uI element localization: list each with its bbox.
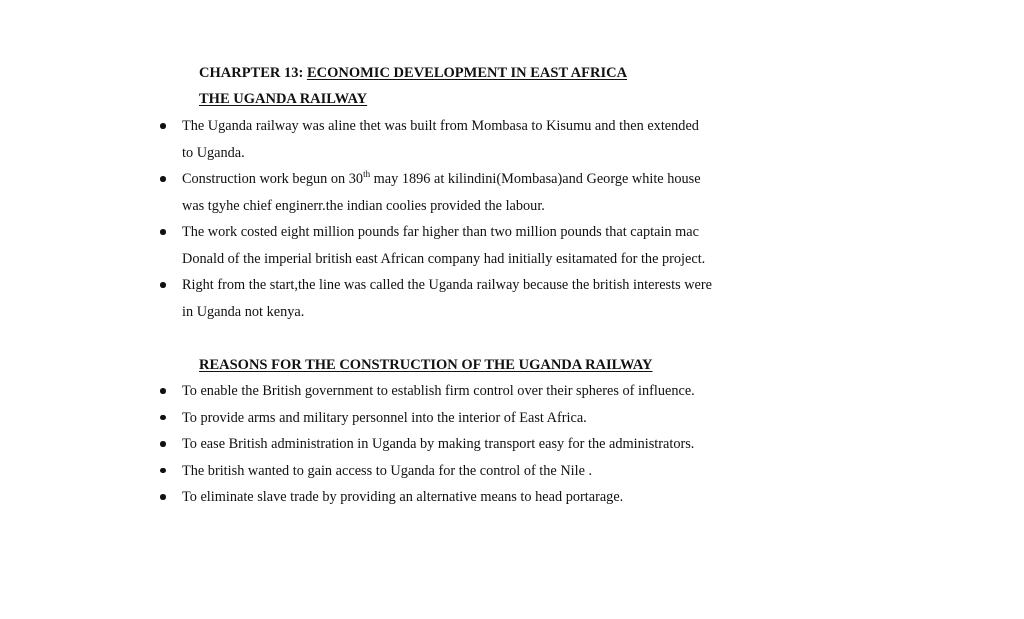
list-item: [160, 431, 695, 458]
text-segment: may 1896 at kilindini(Mombasa)and George white house: [370, 171, 701, 187]
list-item-line: To enable the British government to establish firm control over their spheres of influence.: [182, 383, 695, 399]
list-item: [160, 405, 695, 432]
list-item-line: The british wanted to gain access to Uganda for the control of the Nile .: [182, 462, 593, 479]
section-heading-uganda-railway: [199, 90, 367, 108]
reasons-bullet-list: [160, 378, 695, 511]
bullet-icon: [160, 176, 166, 182]
section-title: THE UGANDA RAILWAY: [199, 91, 368, 107]
list-item: [160, 458, 695, 485]
chapter-prefix: CHARPTER 13:: [199, 65, 307, 81]
bullet-icon: [160, 468, 166, 474]
bullet-icon: [160, 229, 166, 235]
list-item: [160, 484, 695, 511]
list-item-line: To ease British administration in Uganda by making transport easy for the administrators.: [182, 436, 695, 452]
list-item-line: in Uganda not kenya.: [182, 303, 305, 320]
list-item: [160, 272, 712, 325]
list-item-line: To eliminate slave trade by providing an alternative means to head portarage.: [182, 489, 624, 505]
list-item-line: The work costed eight million pounds far higher than two million pounds that captain mac: [182, 224, 699, 240]
list-item: [160, 166, 712, 219]
bullet-icon: [160, 388, 166, 394]
section-heading-reasons: [199, 356, 653, 374]
intro-bullet-list: [160, 113, 712, 325]
list-item-line: was tgyhe chief enginerr.the indian coolies provided the labour.: [182, 197, 545, 214]
list-item-line: [182, 166, 712, 193]
list-item-line: to Uganda.: [182, 144, 245, 161]
bullet-icon: [160, 494, 166, 500]
chapter-title: ECONOMIC DEVELOPMENT IN EAST AFRICA: [306, 65, 628, 81]
list-item: [160, 219, 712, 272]
list-item-line: Right from the start,the line was called the Uganda railway because the british interests were: [182, 277, 712, 293]
list-item-line: Donald of the imperial british east African company had initially esitamated for the project.: [182, 250, 706, 267]
list-item-line: The Uganda railway was aline thet was built from Mombasa to Kisumu and then extended: [182, 118, 699, 134]
list-item: [160, 378, 695, 405]
reasons-title: REASONS FOR THE CONSTRUCTION OF THE UGANDA RAILWAY: [199, 357, 653, 373]
list-item-line: To provide arms and military personnel into the interior of East Africa.: [182, 409, 587, 426]
chapter-heading: [199, 64, 627, 82]
bullet-icon: [160, 441, 166, 447]
superscript: th: [363, 169, 371, 180]
list-item: [160, 113, 712, 166]
text-segment: Construction work begun on 30: [182, 171, 364, 187]
bullet-icon: [160, 415, 166, 421]
bullet-icon: [160, 282, 166, 288]
bullet-icon: [160, 123, 166, 129]
